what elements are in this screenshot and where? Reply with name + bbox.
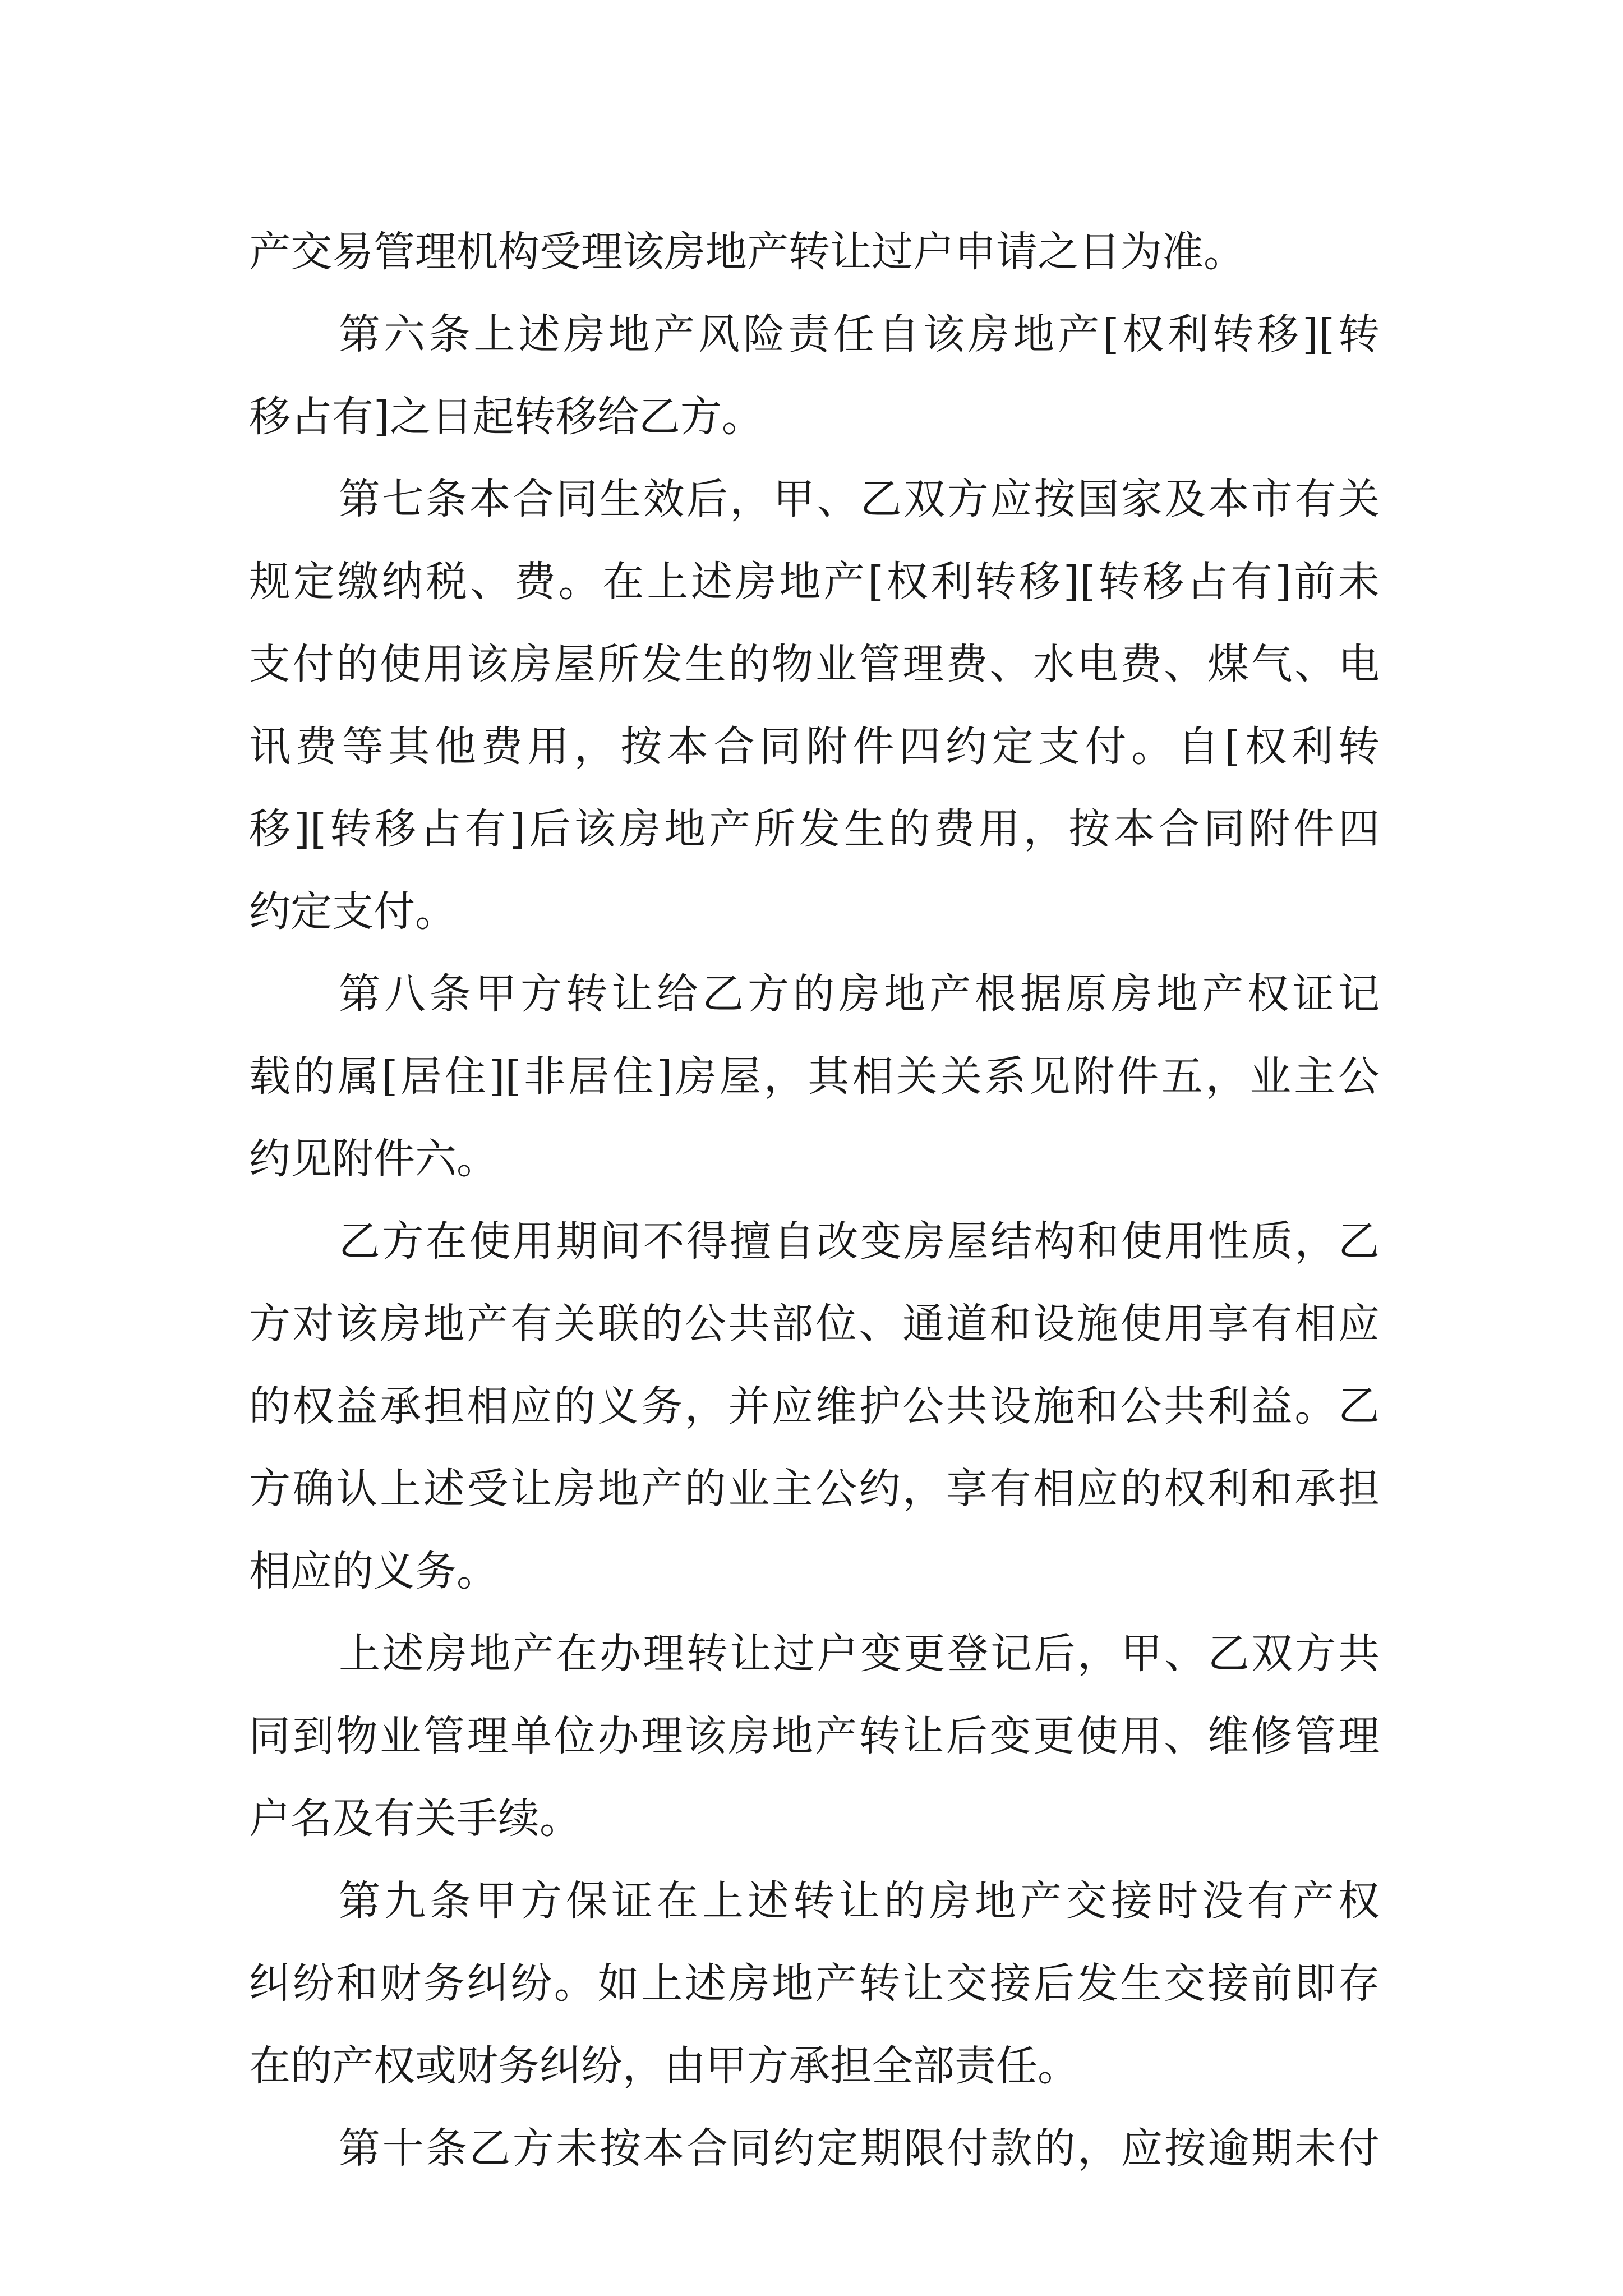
paragraph-3-line-3: 支付的使用该房屋所发生的物业管理费、水电费、煤气、电 — [249, 640, 1380, 688]
paragraph-5-line-3: 的权益承担相应的义务，并应维护公共设施和公共利益。乙 — [249, 1382, 1380, 1430]
paragraph-3-line-4: 讯费等其他费用，按本合同附件四约定支付。自[权利转 — [249, 723, 1380, 771]
paragraph-3-line-1: 第七条本合同生效后，甲、乙双方应按国家及本市有关 — [339, 475, 1380, 523]
paragraph-7-line-1: 第九条甲方保证在上述转让的房地产交接时没有产权 — [339, 1877, 1380, 1925]
paragraph-1-line-1: 产交易管理机构受理该房地产转让过户申请之日为准。 — [249, 228, 1245, 276]
paragraph-3-line-2: 规定缴纳税、费。在上述房地产[权利转移][转移占有]前未 — [249, 558, 1380, 606]
paragraph-2-line-2: 移占有]之日起转移给乙方。 — [249, 393, 763, 441]
paragraph-5-line-1: 乙方在使用期间不得擅自改变房屋结构和使用性质，乙 — [339, 1217, 1380, 1266]
contract-body-text — [249, 211, 1380, 2190]
paragraph-5-line-4: 方确认上述受让房地产的业主公约，享有相应的权利和承担 — [249, 1465, 1380, 1513]
paragraph-5-line-2: 方对该房地产有关联的公共部位、通道和设施使用享有相应 — [249, 1300, 1380, 1348]
paragraph-6-line-2: 同到物业管理单位办理该房地产转让后变更使用、维修管理 — [249, 1712, 1380, 1760]
paragraph-7-line-2: 纠纷和财务纠纷。如上述房地产转让交接后发生交接前即存 — [249, 1959, 1380, 2008]
paragraph-7-line-3: 在的产权或财务纠纷，由甲方承担全部责任。 — [249, 2042, 1079, 2090]
paragraph-4-line-1: 第八条甲方转让给乙方的房地产根据原房地产权证记 — [339, 970, 1380, 1018]
paragraph-5-line-5: 相应的义务。 — [249, 1547, 498, 1595]
paragraph-3-line-6: 约定支付。 — [249, 887, 457, 936]
paragraph-4-line-2: 载的属[居住][非居住]房屋，其相关关系见附件五，业主公 — [249, 1052, 1380, 1101]
paragraph-6-line-3: 户名及有关手续。 — [249, 1795, 581, 1843]
paragraph-4-line-3: 约见附件六。 — [249, 1135, 498, 1183]
paragraph-6-line-1: 上述房地产在办理转让过户变更登记后，甲、乙双方共 — [339, 1630, 1380, 1678]
paragraph-3-line-5: 移][转移占有]后该房地产所发生的费用，按本合同附件四 — [249, 805, 1380, 853]
paragraph-2-line-1: 第六条上述房地产风险责任自该房地产[权利转移][转 — [339, 310, 1380, 358]
paragraph-8-line-1: 第十条乙方未按本合同约定期限付款的，应按逾期未付 — [339, 2124, 1380, 2173]
